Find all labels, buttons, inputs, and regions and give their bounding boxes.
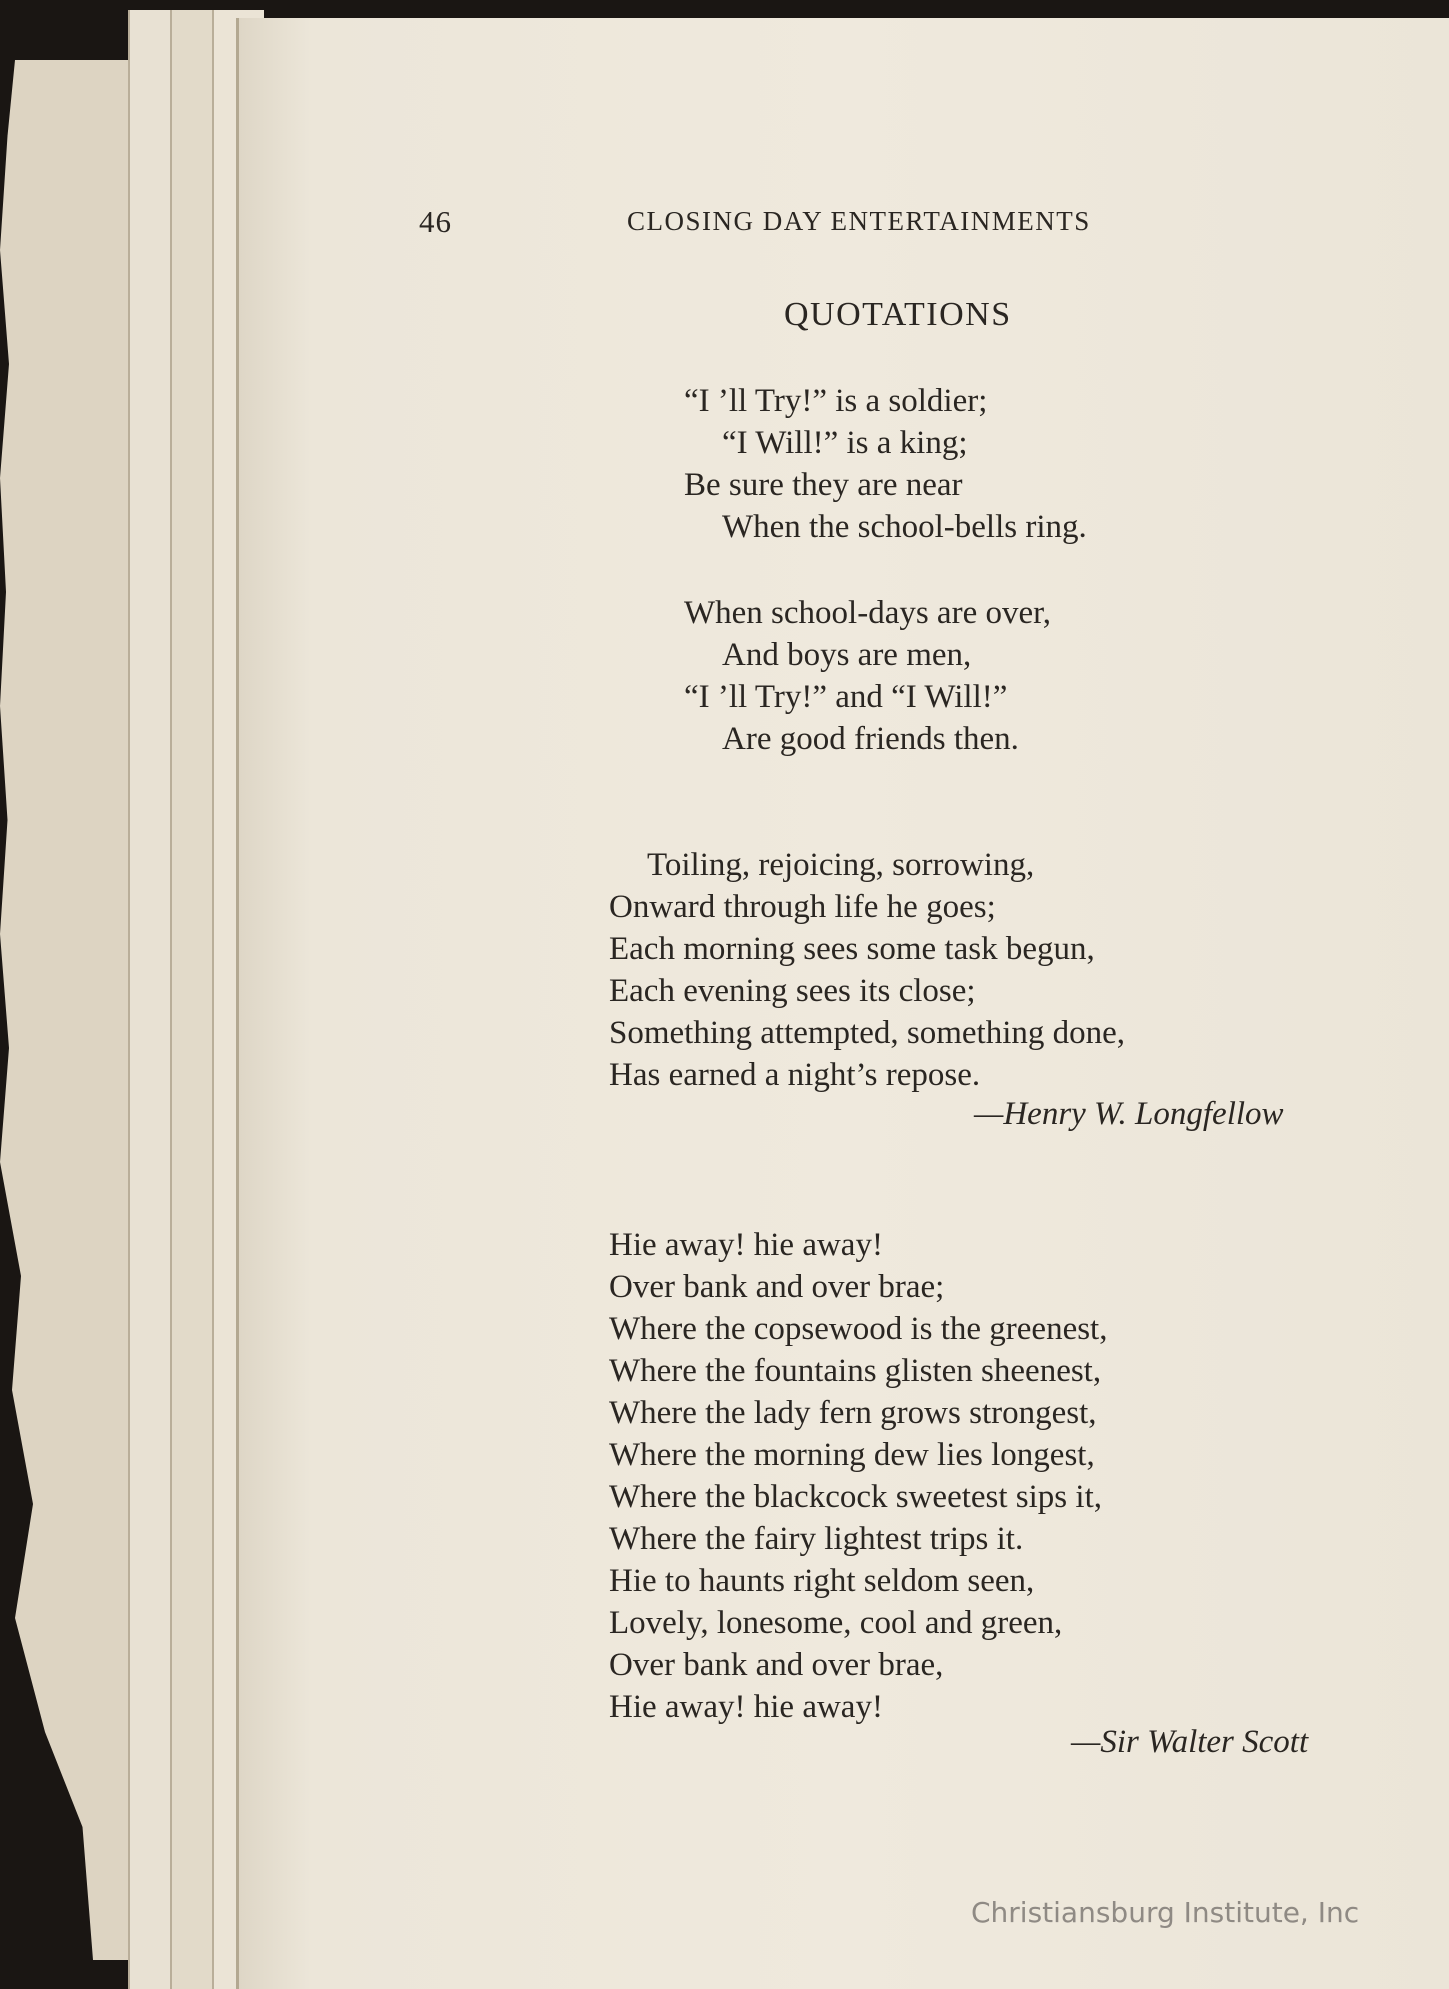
poem-line: Over bank and over brae, <box>609 1647 944 1683</box>
poem-line: Where the fountains glisten sheenest, <box>609 1353 1102 1389</box>
poem-line: When school-days are over, <box>684 595 1052 631</box>
poem-line: And boys are men, <box>722 637 972 673</box>
poem-line: When the school-bells ring. <box>722 509 1087 545</box>
poem-line: Something attempted, something done, <box>609 1015 1126 1051</box>
poem-try-will-part-1 <box>684 380 1087 548</box>
page-header <box>239 204 1449 244</box>
poem-line: Where the lady fern grows strongest, <box>609 1395 1097 1431</box>
poem-line: Each morning sees some task begun, <box>609 931 1095 967</box>
poem-line: “I Will!” is a king; <box>722 425 968 461</box>
poem-line: Where the morning dew lies longest, <box>609 1437 1095 1473</box>
poem-line: Over bank and over brae; <box>609 1269 945 1305</box>
poem-line: “I ’ll Try!” and “I Will!” <box>684 679 1008 715</box>
poem-line: Be sure they are near <box>684 467 963 503</box>
poem-line: Hie away! hie away! <box>609 1689 883 1725</box>
poem-line: Are good friends then. <box>722 721 1019 757</box>
poem-try-will-part-2 <box>684 592 1051 760</box>
page-number: 46 <box>419 204 452 239</box>
poem-line: Toiling, rejoicing, sorrowing, <box>647 847 1035 883</box>
poem-line: Lovely, lonesome, cool and green, <box>609 1605 1063 1641</box>
poem-line: Has earned a night’s repose. <box>609 1057 981 1093</box>
poem-line: Where the blackcock sweetest sips it, <box>609 1479 1102 1515</box>
poem-longfellow <box>609 844 1125 1096</box>
poem-line: Where the copsewood is the greenest, <box>609 1311 1108 1347</box>
poem-line: Onward through life he goes; <box>609 889 996 925</box>
poem-line: Each evening sees its close; <box>609 973 976 1009</box>
book-page <box>236 18 1449 1989</box>
attribution-longfellow: —Henry W. Longfellow <box>974 1096 1284 1132</box>
poem-scott <box>609 1224 1107 1728</box>
attribution-scott: —Sir Walter Scott <box>1071 1724 1309 1760</box>
running-head: CLOSING DAY ENTERTAINMENTS <box>627 206 1091 236</box>
poem-line: Hie to haunts right seldom seen, <box>609 1563 1035 1599</box>
poem-line: Hie away! hie away! <box>609 1227 883 1263</box>
watermark: Christiansburg Institute, Inc <box>971 1896 1360 1929</box>
poem-line: Where the fairy lightest trips it. <box>609 1521 1024 1557</box>
section-title: QUOTATIONS <box>784 296 1012 333</box>
poem-line: “I ’ll Try!” is a soldier; <box>684 383 988 419</box>
